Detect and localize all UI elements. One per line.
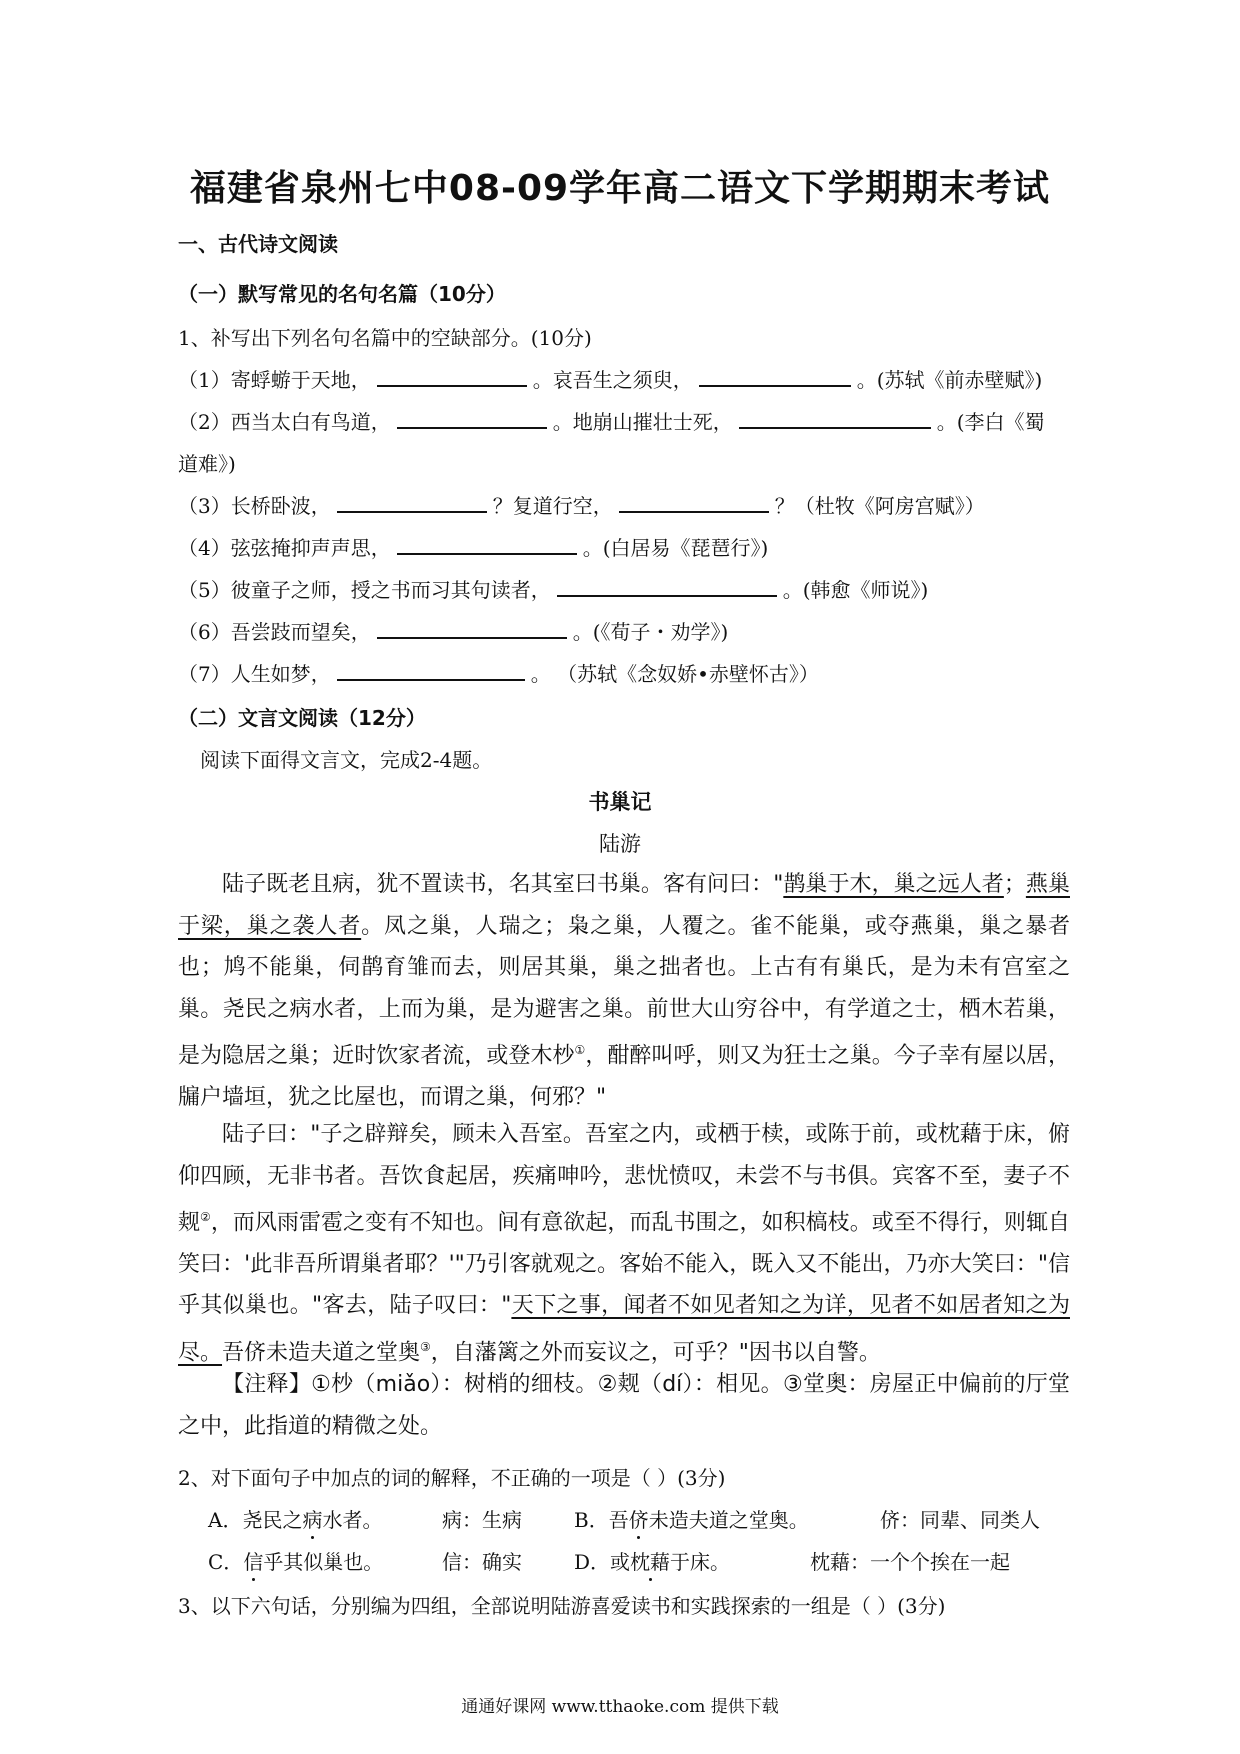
item-number: （3） [178, 494, 231, 518]
item-text: 西当太白有鸟道， [230, 410, 391, 434]
item-number: （1） [178, 368, 231, 392]
option-text: 水者。 [322, 1508, 383, 1532]
option-text: 乎其似巢也。 [263, 1550, 384, 1574]
answer-blank[interactable] [699, 367, 851, 387]
fill-item-1 [178, 364, 1042, 393]
question-3-prompt: 3、以下六句话，分别编为四组，全部说明陆游喜爱读书和实践探索的一组是（ ）(3分) [178, 1594, 946, 1618]
passage-paragraph-1 [178, 864, 1070, 1118]
item-text: 弦弦掩抑声声思， [230, 536, 391, 560]
item-source: 。(《荀子・劝学》) [572, 620, 729, 644]
passage-text: ，酣醉叫呼，则又为狂士之巢。今子幸有屋以居，牖户墙垣，犹之比屋也，而谓之巢，何邪？" [178, 1043, 1070, 1110]
answer-blank[interactable] [377, 367, 527, 387]
answer-blank[interactable] [337, 661, 525, 681]
document-title: 福建省泉州七中08-09学年高二语文下学期期末考试 [189, 168, 1051, 209]
option-text: 于床。 [670, 1550, 731, 1574]
option-label: D． [574, 1550, 611, 1574]
answer-blank[interactable] [377, 619, 567, 639]
answer-blank[interactable] [337, 493, 487, 513]
fill-item-6 [178, 616, 728, 645]
item-number: （5） [178, 578, 231, 602]
footnote-marker: ① [574, 1043, 586, 1057]
footnote-marker: ② [200, 1210, 211, 1224]
passage-title: 书巢记 [588, 790, 652, 814]
answer-blank[interactable] [619, 493, 769, 513]
passage-text: ； [1003, 872, 1026, 897]
emphasized-word: 枕藉 [630, 1550, 671, 1574]
underlined-sentence: 燕巢于梁，巢之袭人者 [178, 872, 1070, 939]
answer-blank[interactable] [739, 409, 931, 429]
underlined-sentence: 天下之事，闻者不如见者知之为详，见者不如居者知之为尽。 [178, 1293, 1070, 1366]
item-number: （4） [178, 536, 231, 560]
option-label: C． [208, 1550, 244, 1574]
section-two-heading: （二）文言文阅读（12分） [178, 706, 426, 730]
item-source: 。 （苏轼《念奴娇•赤壁怀古》） [530, 662, 819, 686]
page-footer: 通通好课网 www.tthaoke.com 提供下载 [461, 1697, 779, 1717]
passage-text: 陆子既老且病，犹不置读书，名其室曰书巢。客有问曰：" [222, 872, 784, 897]
underlined-sentence: 鹊巢于木，巢之远人者 [783, 872, 1004, 897]
item-number: （7） [178, 662, 231, 686]
emphasized-word: 病 [302, 1508, 323, 1532]
item-source: 。(苏轼《前赤壁赋》) [856, 368, 1043, 392]
item-source: ？（杜牧《阿房宫赋》） [774, 494, 985, 518]
option-a[interactable] [208, 1504, 382, 1533]
item-text: 寄蜉蝣于天地， [230, 368, 371, 392]
item-text: 。地崩山摧壮士死， [552, 410, 733, 434]
fill-item-2-continued: 道难》) [178, 452, 236, 476]
passage-text: 吾侪未造夫道之堂奥 [222, 1340, 421, 1366]
passage-text: 陆子曰："子之辟辩矣，顾未入吾室。吾室之内，或栖于椟，或陈于前，或枕藉于床，俯仰四顾，无非书者。吾饮食起居，疾痛呻吟，悲忧愤叹，未尝不与书俱。宾客不至，妻子不觌 [178, 1122, 1070, 1236]
option-d[interactable] [574, 1546, 730, 1575]
emphasized-word: 侪 [628, 1508, 649, 1532]
option-a-gloss: 病：生病 [442, 1508, 522, 1532]
item-text: 人生如梦， [230, 662, 331, 686]
option-label: B． [574, 1508, 609, 1532]
part-one-heading: 一、古代诗文阅读 [178, 232, 338, 256]
question-2-prompt: 2、对下面句子中加点的词的解释，不正确的一项是（ ）(3分) [178, 1466, 726, 1490]
answer-blank[interactable] [397, 535, 577, 555]
question-1-prompt: 1、补写出下列名句名篇中的空缺部分。(10分) [178, 326, 592, 350]
option-d-gloss: 枕藉：一个个挨在一起 [810, 1550, 1010, 1574]
emphasized-word: 信 [243, 1550, 264, 1574]
item-source: 。(李白《蜀 [936, 410, 1045, 434]
passage-paragraph-2 [178, 1114, 1070, 1374]
option-b[interactable] [574, 1504, 809, 1533]
footnote-marker: ③ [420, 1339, 431, 1354]
fill-item-5 [178, 574, 928, 603]
section-two-intro: 阅读下面得文言文，完成2-4题。 [200, 748, 493, 772]
passage-text: ，自藩篱之外而妄议之，可乎？"因书以自警。 [430, 1340, 881, 1366]
option-text: 未造夫道之堂奥。 [648, 1508, 809, 1532]
item-text: 彼童子之师，授之书而习其句读者， [230, 578, 551, 602]
fill-item-2 [178, 406, 1045, 435]
item-text: 。哀吾生之须臾， [532, 368, 693, 392]
passage-text: 。凤之巢，人瑞之；枭之巢，人覆之。雀不能巢，或夺燕巢，巢之暴者也；鸠不能巢，伺鹊育雏而去，则居其巢，巢之拙者也。上古有有巢氏，是为未有宫室之巢。尧民之病水者，上而为巢，是为避害之巢。前世大山穷谷中，有学道之士，栖木若巢，是为隐居之巢；近时饮家者流，或登木杪 [178, 913, 1070, 1069]
passage-text: ，而风雨雷雹之变有不知也。间有意欲起，而乱书围之，如积槁枝。或至不得行，则辄自笑曰：'此非吾所谓巢者耶？'"乃引客就观之。客始不能入，既入又不能出，乃亦大笑曰："信乎其似巢也。"客去，陆子叹曰：" [178, 1210, 1070, 1319]
passage-author: 陆游 [599, 832, 641, 856]
item-text: ？复道行空， [492, 494, 613, 518]
answer-blank[interactable] [557, 577, 777, 597]
fill-item-3 [178, 490, 985, 519]
option-text: 或 [610, 1550, 631, 1574]
passage-notes: 【注释】①杪（miǎo）：树梢的细枝。②觌（dí）：相见。③堂奥：房屋正中偏前的厅堂之中，此指道的精微之处。 [178, 1372, 1070, 1439]
fill-item-7 [178, 658, 819, 687]
option-c[interactable] [208, 1546, 383, 1575]
option-c-gloss: 信：确实 [442, 1550, 522, 1574]
option-label: A． [208, 1508, 243, 1532]
item-number: （2） [178, 410, 231, 434]
answer-blank[interactable] [397, 409, 547, 429]
option-text: 吾 [608, 1508, 629, 1532]
section-one-heading: （一）默写常见的名句名篇（10分） [178, 282, 506, 306]
item-source: 。(白居易《琵琶行》) [582, 536, 769, 560]
fill-item-4 [178, 532, 768, 561]
option-text: 尧民之 [242, 1508, 303, 1532]
item-text: 吾尝跂而望矣， [230, 620, 371, 644]
item-source: 。(韩愈《师说》) [782, 578, 929, 602]
option-b-gloss: 侪：同辈、同类人 [880, 1508, 1040, 1532]
item-text: 长桥卧波， [230, 494, 331, 518]
item-number: （6） [178, 620, 231, 644]
